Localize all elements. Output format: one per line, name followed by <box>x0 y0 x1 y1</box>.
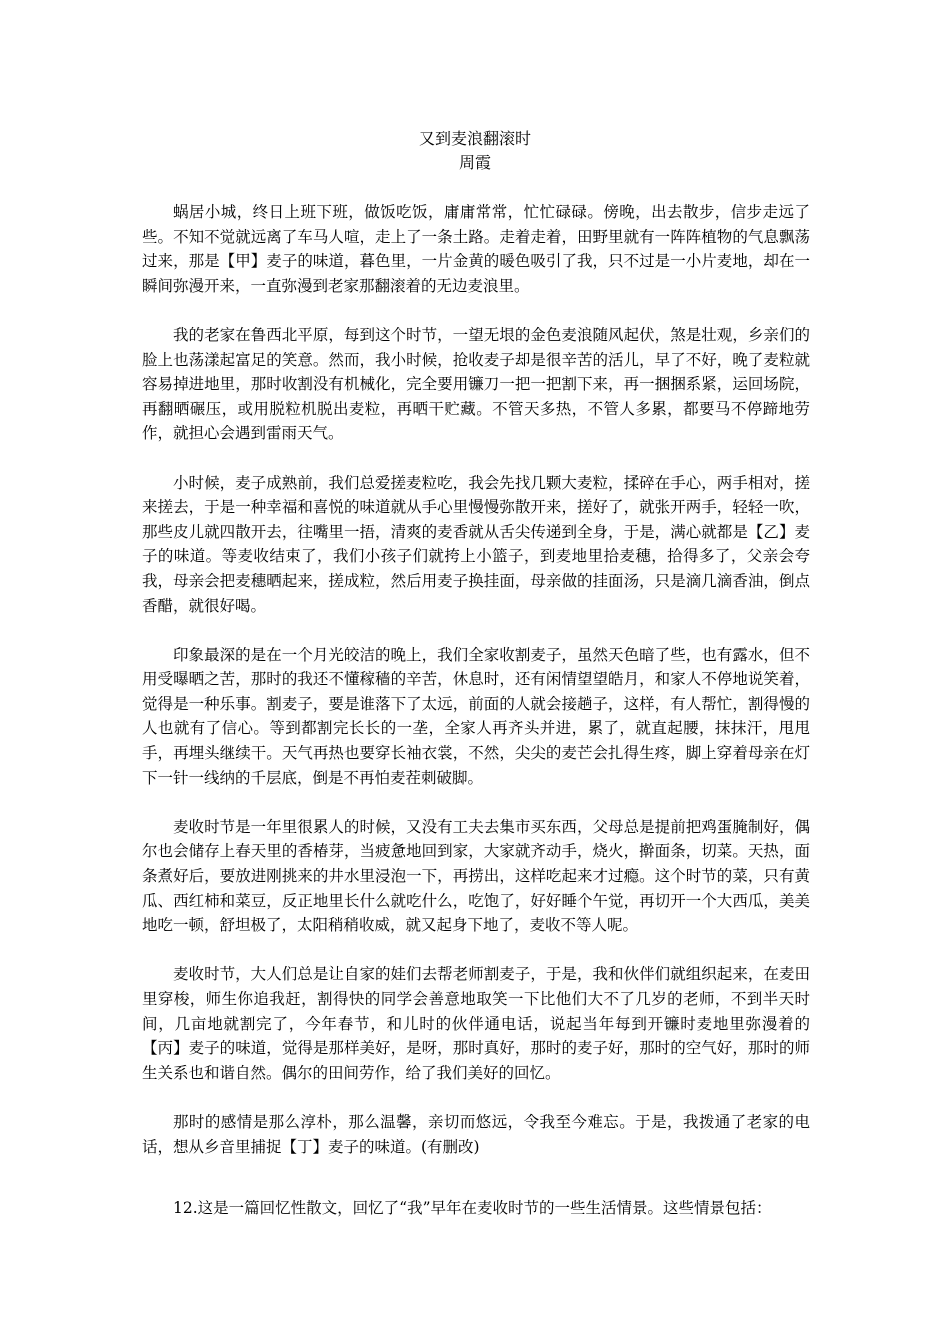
article-author: 周霞 <box>458 153 491 172</box>
paragraph-2: 我的老家在鲁西北平原，每到这个时节，一望无垠的金色麦浪随风起伏，煞是壮观，乡亲们的脸上也荡漾起富足的笑意。然而，我小时候，抢收麦子却是很辛苦的活儿，早了不好，晚了麦粒就容易掉进地里，那时收割没有机械化，完全要用镰刀一把一把割下来，再一捆捆系紧，运回场院，再翻晒碾压，或用脱粒机脱出麦粒，再晒干贮藏。不管天多热，不管人多累，都要马不停蹄地劳作，就担心会遇到雷雨天气。 <box>142 325 810 443</box>
article-title: 又到麦浪翻滚时 <box>418 129 531 148</box>
article-body <box>142 200 810 1184</box>
question-12: 12.这是一篇回忆性散文，回忆了“我”早年在麦收时节的一些生活情景。这些情景包括： <box>173 1199 772 1217</box>
paragraph-7: 那时的感情是那么淳朴，那么温馨，亲切而悠远，令我至今难忘。于是，我拨通了老家的电话，想从乡音里捕捉【丁】麦子的味道。(有删改) <box>142 1112 810 1156</box>
paragraph-1: 蜗居小城，终日上班下班，做饭吃饭，庸庸常常，忙忙碌碌。傍晚，出去散步，信步走远了些。不知不觉就远离了车马人喧，走上了一条土路。走着走着，田野里就有一阵阵植物的气息飘荡过来，那是【甲】麦子的味道，暮色里，一片金黄的暖色吸引了我，只不过是一小片麦地，却在一瞬间弥漫开来，一直弥漫到老家那翻滚着的无边麦浪里。 <box>142 203 810 295</box>
paragraph-5: 麦收时节是一年里很累人的时候，又没有工夫去集市买东西，父母总是提前把鸡蛋腌制好，偶尔也会储存上春天里的香椿芽，当疲惫地回到家，大家就齐动手，烧火，擀面条，切菜。天热，面条煮好后，要放进刚挑来的井水里浸泡一下，再捞出，这样吃起来才过瘾。这个时节的菜，只有黄瓜、西红柿和菜豆，反正地里长什么就吃什么，吃饱了，好好睡个午觉，再切开一个大西瓜，美美地吃一顿，舒坦极了，太阳稍稍收威，就又起身下地了，麦收不等人呢。 <box>142 817 810 935</box>
paragraph-3: 小时候，麦子成熟前，我们总爱搓麦粒吃，我会先找几颗大麦粒，揉碎在手心，两手相对，搓来搓去，于是一种幸福和喜悦的味道就从手心里慢慢弥散开来，搓好了，就张开两手，轻轻一吹，那些皮儿就四散开去，往嘴里一捂，清爽的麦香就从舌尖传递到全身，于是，满心就都是【乙】麦子的味道。等麦收结束了，我们小孩子们就挎上小篮子，到麦地里拾麦穗，拾得多了，父亲会夸我，母亲会把麦穗晒起来，搓成粒，然后用麦子换挂面，母亲做的挂面汤，只是滴几滴香油，倒点香醋，就很好喝。 <box>142 473 810 615</box>
paragraph-6: 麦收时节，大人们总是让自家的娃们去帮老师割麦子，于是，我和伙伴们就组织起来，在麦田里穿梭，师生你追我赶，割得快的同学会善意地取笑一下比他们大不了几岁的老师，不到半天时间，几亩地就割完了，今年春节，和儿时的伙伴通电话，说起当年每到开镰时麦地里弥漫着的【丙】麦子的味道，觉得是那样美好，是呀，那时真好，那时的麦子好，那时的空气好，那时的师生关系也和谐自然。偶尔的田间劳作，给了我们美好的回忆。 <box>142 965 810 1082</box>
paragraph-4: 印象最深的是在一个月光皎洁的晚上，我们全家收割麦子，虽然天色暗了些，也有露水，但不用受曝晒之苦，那时的我还不懂稼穑的辛苦，休息时，还有闲情望望皓月，和家人不停地说笑着，觉得是一种乐事。割麦子，要是谁落下了太远，前面的人就会接趟子，这样，有人帮忙，割得慢的人也就有了信心。等到都割完长长的一垄，全家人再齐头并进，累了，就直起腰，抹抹汗，甩甩手，再埋头继续干。天气再热也要穿长袖衣裳，不然，尖尖的麦芒会扎得生疼，脚上穿着母亲在灯下一针一线纳的千层底，倒是不再怕麦茬刺破脚。 <box>142 645 810 787</box>
